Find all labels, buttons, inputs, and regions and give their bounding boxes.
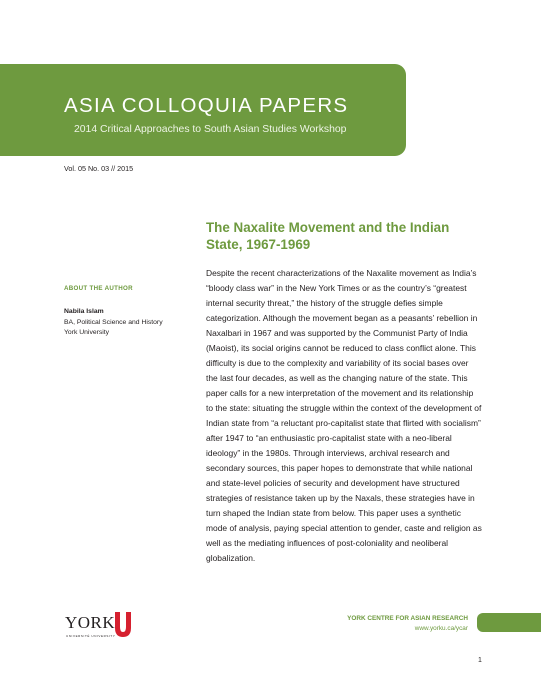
research-centre-name: YORK CENTRE FOR ASIAN RESEARCH [347,615,468,622]
author-info [64,307,163,339]
york-logo-subtext: UNIVERSITÉ UNIVERSITY [66,634,116,638]
author-institution: York University [64,329,110,336]
volume-info: Vol. 05 No. 03 // 2015 [64,164,134,173]
research-centre-url[interactable]: www.yorku.ca/ycar [414,625,468,632]
page-number: 1 [478,657,482,664]
header-banner [0,64,406,156]
series-title: ASIA COLLOQUIA PAPERS [64,94,349,117]
author-name: Nabila Islam [64,308,104,315]
abstract-text: Despite the recent characterizations of the Naxalite movement as India’s “bloody class war” in the New York Times or as the country’s “greatest internal security threat,” the history of the struggle defies simple categorization. Although the movement began as a peasants’ rebellion in Naxalbari in 1967 and was supported by the Communist Party of India (Maoist), its social origins cannot be reduced to class conflict alone. This difficulty is due to the complexity and variability of its social bases over the last four decades, as well as the changing nature of the state. This paper calls for a new interpretation of the movement and its relationship to the state: situating the struggle within the context of the development of Indian state from “a reluctant pro-capitalist state that flirted with socialism” after 1947 to “an enthusiastic pro-capitalist state with a neo-liberal ideology” in the 1980s. Through interviews, archival research and secondary sources, this paper hopes to demonstrate that while national and state-level policies of security and development have structured strategies of resistance taken up by the Naxals, these strategies have in turn shaped the Indian state from below. This paper uses a synthetic mode of analysis, paying special attention to gender, caste and religion as well as the mediating influences of post-coloniality and neoliberal globalization. [206,268,482,563]
author-degree: BA, Political Science and History [64,318,163,326]
york-university-logo [65,611,135,645]
york-logo-wordmark: YORK [65,613,116,632]
footer-accent-tab [477,613,541,632]
series-subtitle: 2014 Critical Approaches to South Asian Studies Workshop [74,124,347,135]
york-u-icon [113,611,133,638]
paper-title: The Naxalite Movement and the Indian State, 1967-1969 [206,220,450,252]
about-author-heading: ABOUT THE AUTHOR [64,285,133,292]
